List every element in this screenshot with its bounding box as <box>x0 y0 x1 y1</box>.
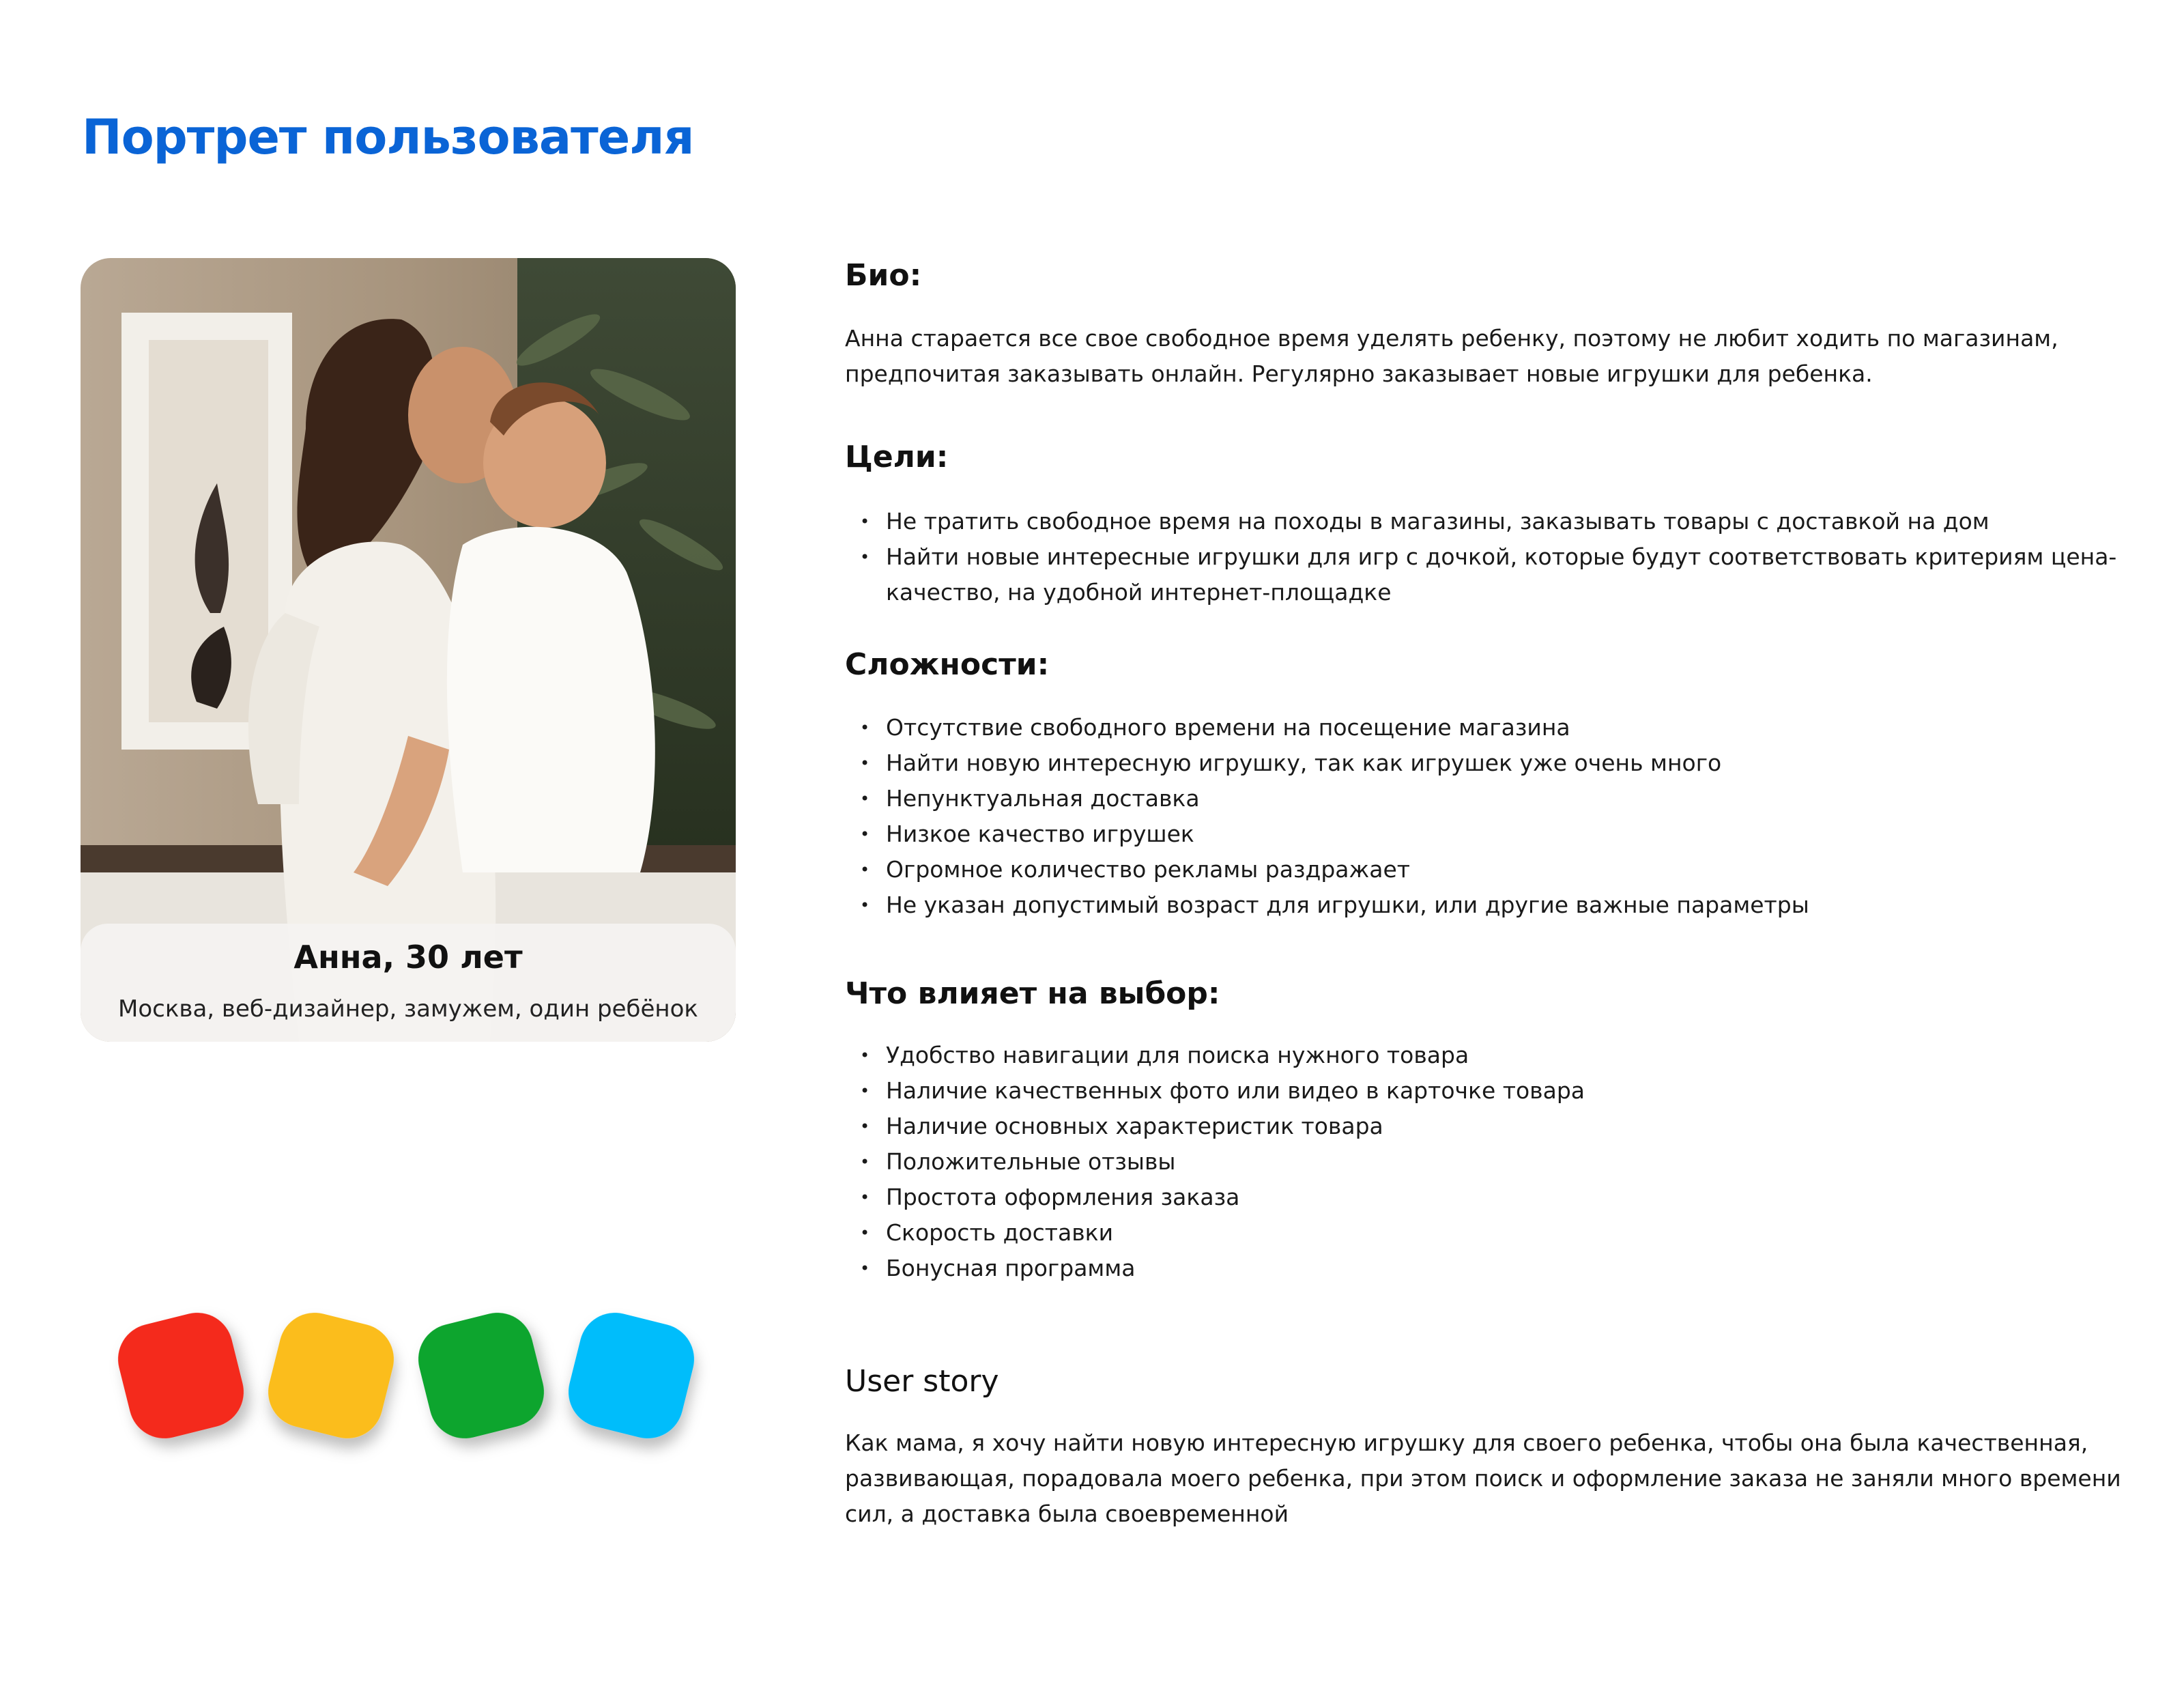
list-item: • Скорость доставки <box>845 1215 2128 1251</box>
list-item: • Найти новую интересную игрушку, так как игрушек уже очень много <box>845 745 2128 781</box>
user-story-heading: User story <box>845 1364 999 1399</box>
list-item: • Отсутствие свободного времени на посещение магазина <box>845 710 2128 745</box>
blue-square <box>561 1305 702 1446</box>
user-story-text: Как мама, я хочу найти новую интересную игрушку для своего ребенка, чтобы она была качественная, развивающая, порадовала моего ребенка, при этом поиск и оформление заказа не заняли много времени сил, а доставка была своевременной <box>845 1429 2121 1527</box>
brand-color-squares <box>109 1297 723 1475</box>
red-square <box>111 1305 251 1446</box>
list-item: • Непунктуальная доставка <box>845 781 2128 816</box>
list-item: • Наличие качественных фото или видео в карточке товара <box>845 1073 2128 1109</box>
list-item: • Бонусная программа <box>845 1251 2128 1286</box>
list-item: • Не тратить свободное время на походы в магазины, заказывать товары с доставкой на дом <box>845 504 2128 539</box>
list-item: • Низкое качество игрушек <box>845 816 2128 852</box>
influences-list <box>845 1038 2128 1286</box>
page-title: Портрет пользователя <box>82 109 694 165</box>
list-item: • Простота оформления заказа <box>845 1180 2128 1215</box>
influences-heading: Что влияет на выбор: <box>845 976 1220 1011</box>
list-item: • Удобство навигации для поиска нужного товара <box>845 1038 2128 1073</box>
list-item: • Положительные отзывы <box>845 1144 2128 1180</box>
list-item: • Огромное количество рекламы раздражает <box>845 852 2128 887</box>
persona-name: Анна, 30 лет <box>293 939 523 976</box>
bio-heading: Био: <box>845 258 922 293</box>
persona-meta: Москва, веб-дизайнер, замужем, один ребёнок <box>118 995 698 1023</box>
yellow-square <box>261 1305 401 1446</box>
difficulties-list <box>845 710 2128 923</box>
green-square <box>411 1305 551 1446</box>
list-item: • Найти новые интересные игрушки для игр с дочкой, которые будут соответствовать критериям цена-качество, на удобной интернет-площадке <box>845 539 2128 610</box>
persona-card <box>81 258 736 1042</box>
goals-list <box>845 504 2128 610</box>
list-item: • Наличие основных характеристик товара <box>845 1109 2128 1144</box>
list-item: • Не указан допустимый возраст для игрушки, или другие важные параметры <box>845 887 2128 923</box>
persona-caption <box>81 924 736 1042</box>
difficulties-heading: Сложности: <box>845 647 1050 682</box>
bio-text: Анна старается все свое свободное время уделять ребенку, поэтому не любит ходить по магазинам, предпочитая заказывать онлайн. Регулярно заказывает новые игрушки для ребенка. <box>845 325 2058 387</box>
goals-heading: Цели: <box>845 440 949 474</box>
